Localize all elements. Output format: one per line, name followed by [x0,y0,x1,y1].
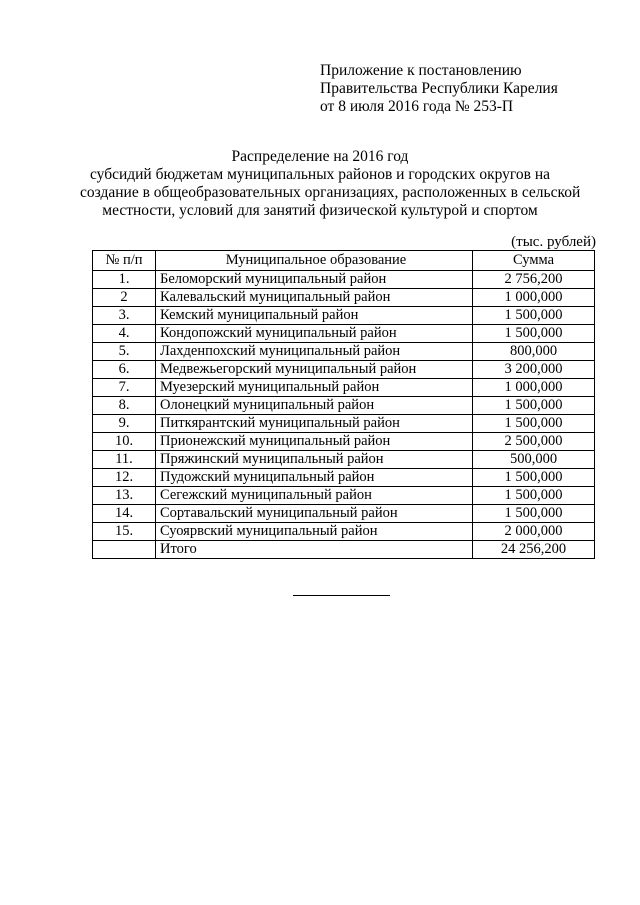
row-municipality: Муезерский муниципальный район [156,379,473,397]
table-row [93,505,595,523]
table-row [93,289,595,307]
row-municipality: Прионежский муниципальный район [156,433,473,451]
row-sum: 1 000,000 [473,289,595,307]
row-municipality: Калевальский муниципальный район [156,289,473,307]
total-label: Итого [156,541,473,559]
total-row [93,541,595,559]
title-line-4: местности, условий для занятий физической культурой и спортом [102,202,538,219]
title-line-1: Распределение на 2016 год [231,148,409,165]
table-row [93,307,595,325]
row-sum: 1 000,000 [473,379,595,397]
total-number-cell [93,541,156,559]
row-sum: 3 200,000 [473,361,595,379]
row-municipality: Сортавальский муниципальный район [156,505,473,523]
header-sum: Сумма [473,251,595,271]
header-municipality: Муниципальное образование [156,251,473,271]
table-row [93,361,595,379]
row-number: 12. [93,469,156,487]
units-label: (тыс. рублей) [511,234,596,250]
row-municipality: Питкярантский муниципальный район [156,415,473,433]
table-row [93,397,595,415]
row-municipality: Пряжинский муниципальный район [156,451,473,469]
appendix-line-3: от 8 июля 2016 года № 253-П [320,98,514,115]
row-number: 1. [93,271,156,289]
table-row [93,271,595,289]
row-municipality: Медвежьегорский муниципальный район [156,361,473,379]
row-number: 15. [93,523,156,541]
appendix-line-2: Правительства Республики Карелия [320,80,558,97]
row-sum: 1 500,000 [473,325,595,343]
row-sum: 2 500,000 [473,433,595,451]
table-row [93,451,595,469]
row-municipality: Лахденпохский муниципальный район [156,343,473,361]
end-divider-line [293,595,390,596]
row-number: 10. [93,433,156,451]
row-municipality: Беломорский муниципальный район [156,271,473,289]
appendix-line-1: Приложение к постановлению [320,62,522,79]
row-sum: 1 500,000 [473,397,595,415]
table-row [93,469,595,487]
row-sum: 500,000 [473,451,595,469]
row-municipality: Сегежский муниципальный район [156,487,473,505]
header-number: № п/п [93,251,156,271]
table-row [93,415,595,433]
row-number: 3. [93,307,156,325]
title-line-3: создание в общеобразовательных организациях, расположенных в сельской [80,184,581,201]
row-municipality: Кондопожский муниципальный район [156,325,473,343]
table-header-row [93,251,595,271]
document-title [80,148,581,220]
table-row [93,433,595,451]
row-sum: 2 000,000 [473,523,595,541]
title-line-2: субсидий бюджетам муниципальных районов и городских округов на [89,166,551,183]
row-number: 2 [93,289,156,307]
table-row [93,343,595,361]
row-municipality: Олонецкий муниципальный район [156,397,473,415]
row-number: 8. [93,397,156,415]
row-number: 6. [93,361,156,379]
table-row [93,325,595,343]
table-row [93,523,595,541]
row-number: 11. [93,451,156,469]
row-sum: 1 500,000 [473,487,595,505]
appendix-header [320,62,558,116]
row-municipality: Пудожский муниципальный район [156,469,473,487]
row-municipality: Суоярвский муниципальный район [156,523,473,541]
row-municipality: Кемский муниципальный район [156,307,473,325]
row-number: 9. [93,415,156,433]
table-row [93,379,595,397]
row-sum: 800,000 [473,343,595,361]
table-body [93,271,595,559]
total-sum: 24 256,200 [473,541,595,559]
distribution-table [92,250,595,559]
row-sum: 1 500,000 [473,307,595,325]
row-sum: 1 500,000 [473,505,595,523]
row-sum: 1 500,000 [473,415,595,433]
row-number: 14. [93,505,156,523]
row-sum: 2 756,200 [473,271,595,289]
row-number: 4. [93,325,156,343]
table-row [93,487,595,505]
row-number: 7. [93,379,156,397]
row-sum: 1 500,000 [473,469,595,487]
row-number: 5. [93,343,156,361]
row-number: 13. [93,487,156,505]
